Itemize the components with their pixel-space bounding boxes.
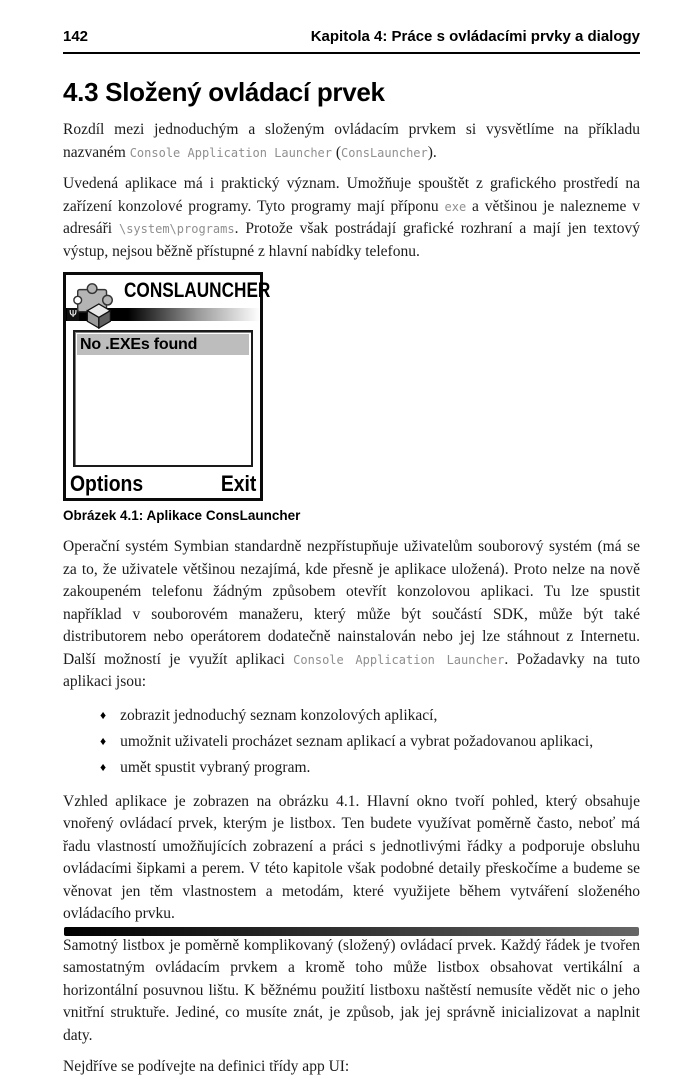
list-item	[100, 729, 640, 755]
code-listing-top-bar	[64, 927, 639, 936]
puzzle-cube-app-icon	[71, 279, 119, 329]
running-header	[63, 28, 640, 54]
softkey-exit-label: Exit	[220, 470, 256, 496]
paragraph-practical: Uvedená aplikace má i praktický význam. Umožňuje spouštět z grafického prostředí na zařízení konzolové programy. Tyto programy mají příponu exe a většinou je nalezneme v adresáři \system\programs. Protože však postrádají grafické rozhraní a mají jen textový výstup, nejsou běžně přístupné z hlavní nabídky telefonu.	[63, 175, 640, 260]
diamond-bullet-icon: ♦	[100, 759, 107, 774]
paragraph-appearance: Vzhled aplikace je zobrazen na obrázku 4.1. Hlavní okno tvoří pohled, který obsahuje vnořený ovládací prvek, kterým je listbox. Ten budete využívat poměrně často, neboť má řadu vlastností umožňujících zobrazení a práci s jednotlivými řádky a podporuje obsluhu ovládacími šipkami a perem. V této kapitole však podobné detaily přeskočíme a budeme se věnovat jen těm vlastnostem a metodám, které využijete během vytváření složeného ovládacího prvku.	[63, 792, 640, 922]
list-item	[100, 703, 640, 729]
list-item-text: umět spustit vybraný program.	[120, 758, 311, 776]
paragraph-intro: Rozdíl mezi jednoduchým a složeným ovládacím prvkem si vysvětlíme na příkladu nazvaném Console Application Launcher (ConsLauncher).	[63, 121, 640, 161]
listbox-selected-row: No .EXEs found	[77, 334, 249, 355]
chapter-title: Kapitola 4: Práce s ovládacími prvky a dialogy	[310, 28, 640, 45]
requirements-list	[63, 703, 640, 781]
section-title: 4.3 Složený ovládací prvek	[63, 77, 385, 107]
antenna-signal-icon: Ψ	[67, 308, 79, 321]
phone-title-bar	[66, 275, 271, 308]
page-number: 142	[63, 28, 89, 45]
diamond-bullet-icon: ♦	[100, 707, 107, 722]
list-item	[100, 755, 640, 781]
figure-caption: Obrázek 4.1: Aplikace ConsLauncher	[63, 508, 301, 523]
figure-conslauncher	[63, 272, 640, 523]
list-item-text: zobrazit jednoduchý seznam konzolových aplikací,	[120, 706, 438, 724]
softkey-options-label: Options	[70, 470, 144, 496]
paragraph-symbian-fs: Operační systém Symbian standardně nezpřístupňuje uživatelům souborový systém (má se za to, že uživatele většinou nezajímá, kde přesně je aplikace uložená). Proto nelze na nově zakoupeném telefonu žádným způsobem otevřít konzolovou aplikaci. Tu lze spustit například v souborovém manažeru, který může být součástí SDK, může být také distributorem nebo operátorem dodatečně nainstalován nebo jej lze stáhnout z Internetu. Další možností je využít aplikaci Console Application Launcher. Požadavky na tuto aplikaci jsou:	[63, 538, 640, 690]
diamond-bullet-icon: ♦	[100, 733, 107, 748]
phone-softkey-bar	[70, 469, 256, 498]
paragraph-listbox: Samotný listbox je poměrně komplikovaný (složený) ovládací prvek. Každý řádek je tvořen samostatným ovládacím prvkem a kromě toho může listbox obsahovat vertikální a horizontální posuvnou lištu. K běžnému použití listboxu naštěstí nemusíte vědět nic o jeho vnitřní struktuře. Jediné, co musíte znát, je způsob, jak jej správně inicializovat a naplnit daty.	[63, 936, 640, 1044]
phone-listbox	[73, 330, 253, 467]
list-item-text: umožnit uživateli procházet seznam aplikací a vybrat požadovanou aplikaci,	[120, 732, 594, 750]
phone-screenshot	[63, 272, 271, 501]
paragraph-appui-lead: Nejdříve se podívejte na definici třídy app UI:	[63, 1058, 350, 1075]
phone-app-title: CONSLAUNCHER	[124, 279, 271, 302]
